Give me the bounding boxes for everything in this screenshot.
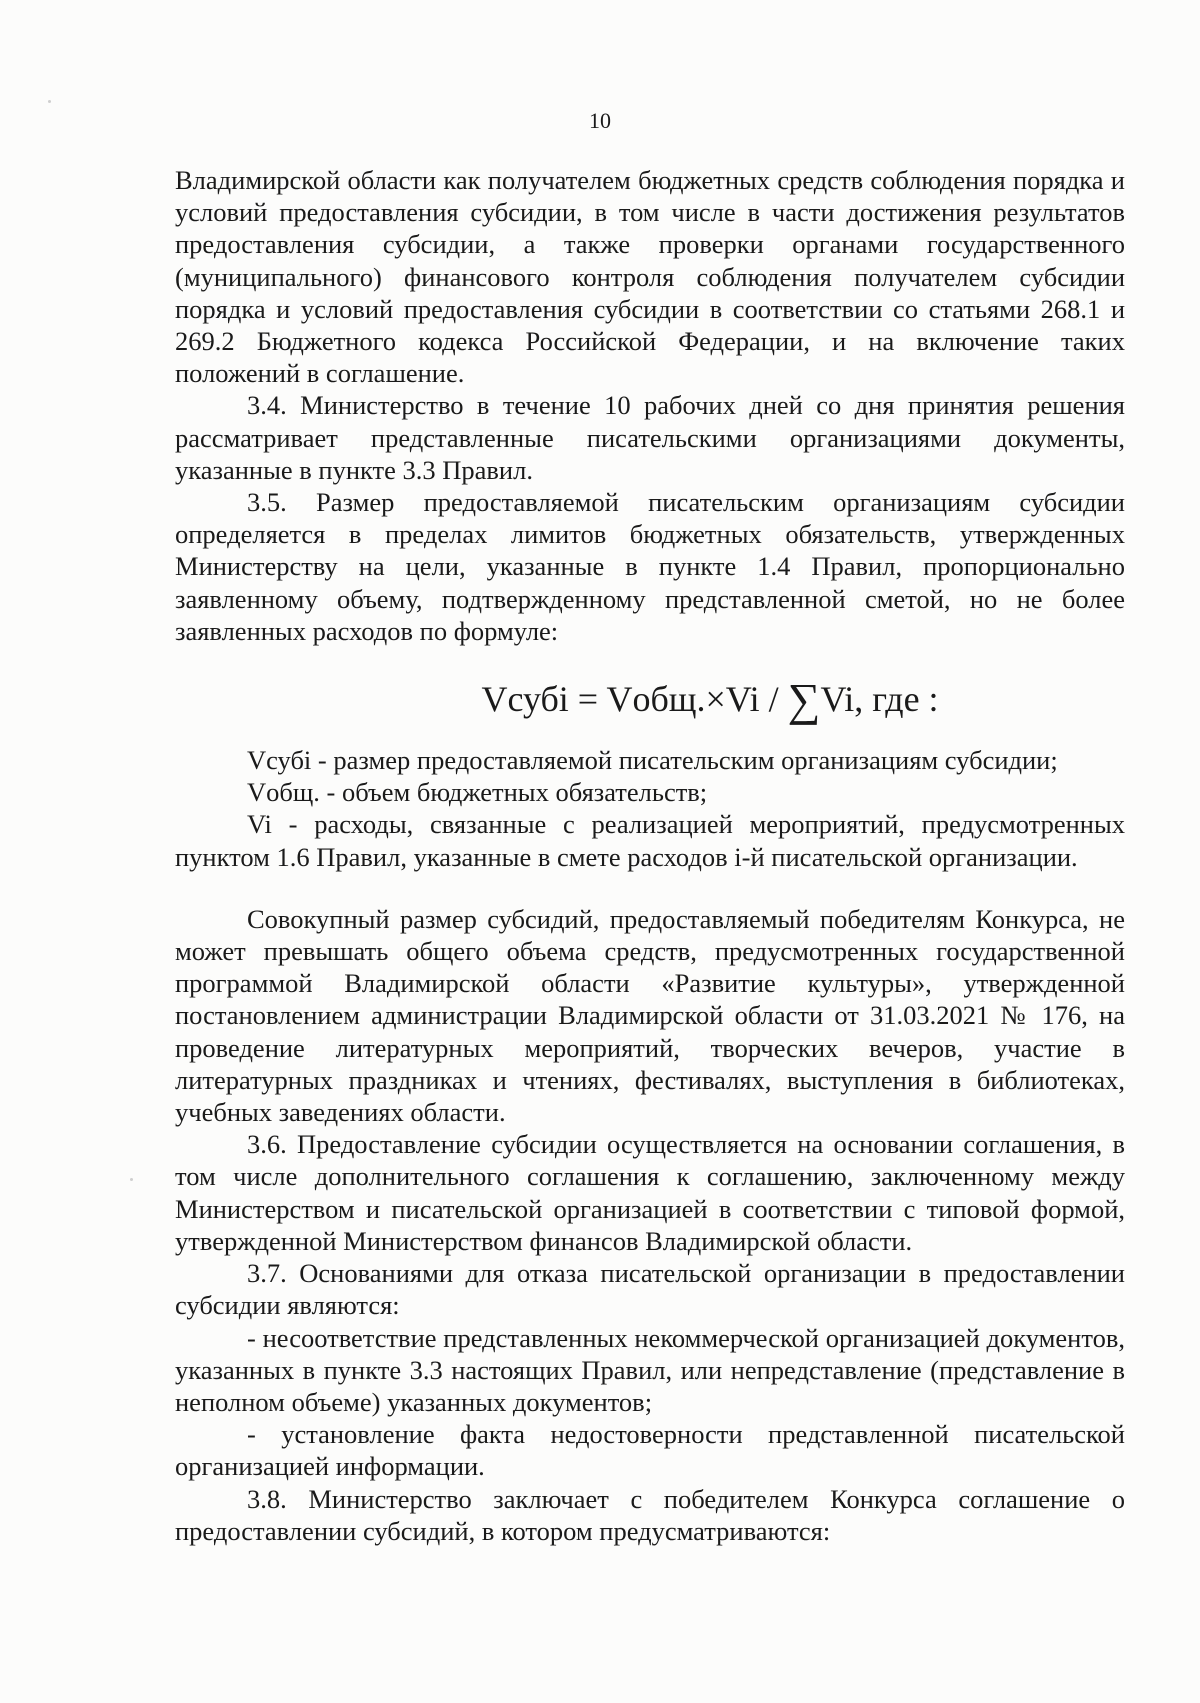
refusal-reason-documents: - несоответствие представленных некоммерческой организацией документов, указанных в пункте 3.3 настоящих Правил, или непредставление (представление в неполном объеме) указанных документов;	[175, 1322, 1125, 1417]
page-number: 10	[589, 108, 611, 133]
definition-vsub: Vсубi - размер предоставляемой писательским организациям субсидии;	[247, 745, 1058, 776]
blank-line	[175, 873, 1125, 903]
definition-vobsh: Vобщ. - объем бюджетных обязательств;	[247, 777, 708, 808]
scan-speck	[48, 100, 51, 103]
paragraph-total-subsidy: Совокупный размер субсидий, предоставляемый победителям Конкурса, не может превышать общего объема средств, предусмотренных государственной программой Владимирской области «Развитие культуры», утвержденной постановлением администрации Владимирской области от 31.03.2021 № 176, на проведение литературных мероприятий, творческих вечеров, участие в литературных праздниках и чтениях, фестивалях, выступления в библиотеках, учебных заведениях области.	[175, 903, 1125, 1128]
paragraph-3-6: 3.6. Предоставление субсидии осуществляется на основании соглашения, в том числе дополнительного соглашения к соглашению, заключенному между Министерством и писательской организацией в соответствии с типовой формой, утвержденной Министерством финансов Владимирской области.	[175, 1129, 1125, 1256]
paragraph-3-4: 3.4. Министерство в течение 10 рабочих дней со дня принятия решения рассматривает представленные писательскими организациями документы, указанные в пункте 3.3 Правил.	[175, 390, 1125, 485]
paragraph-3-7: 3.7. Основаниями для отказа писательской организации в предоставлении субсидии являются:	[175, 1258, 1125, 1321]
refusal-reason-false-info: - установление факта недостоверности представленной писательской организацией информации.	[175, 1419, 1125, 1482]
sigma-symbol: ∑	[787, 674, 821, 726]
subsidy-formula	[175, 674, 1125, 726]
document-body	[175, 164, 1125, 1547]
formula-right: Vi, где :	[820, 679, 939, 720]
scan-speck	[130, 1178, 133, 1181]
paragraph-3-8: 3.8. Министерство заключает с победителем Конкурса соглашение о предоставлении субсидий, в котором предусматриваются:	[175, 1483, 1125, 1546]
formula-left: Vсубi = Vобщ.×Vi /	[481, 679, 788, 720]
paragraph-3-5: 3.5. Размер предоставляемой писательским организациям субсидии определяется в пределах лимитов бюджетных обязательств, утвержденных Министерству на цели, указанные в пункте 1.4 Правил, пропорционально заявленному объему, подтвержденному представленной сметой, но не более заявленных расходов по формуле:	[175, 487, 1125, 646]
paragraph-continuation: Владимирской области как получателем бюджетных средств соблюдения порядка и условий предоставления субсидии, в том числе в части достижения результатов предоставления субсидии, а также проверки органами государственного (муниципального) финансового контроля соблюдения получателем субсидии порядка и условий предоставления субсидии в соответствии со статьями 268.1 и 269.2 Бюджетного кодекса Российской Федерации, и на включение таких положений в соглашение.	[175, 165, 1125, 389]
definition-vi: Vi - расходы, связанные с реализацией мероприятий, предусмотренных пунктом 1.6 Правил, указанные в смете расходов i-й писательской организации.	[175, 809, 1125, 872]
